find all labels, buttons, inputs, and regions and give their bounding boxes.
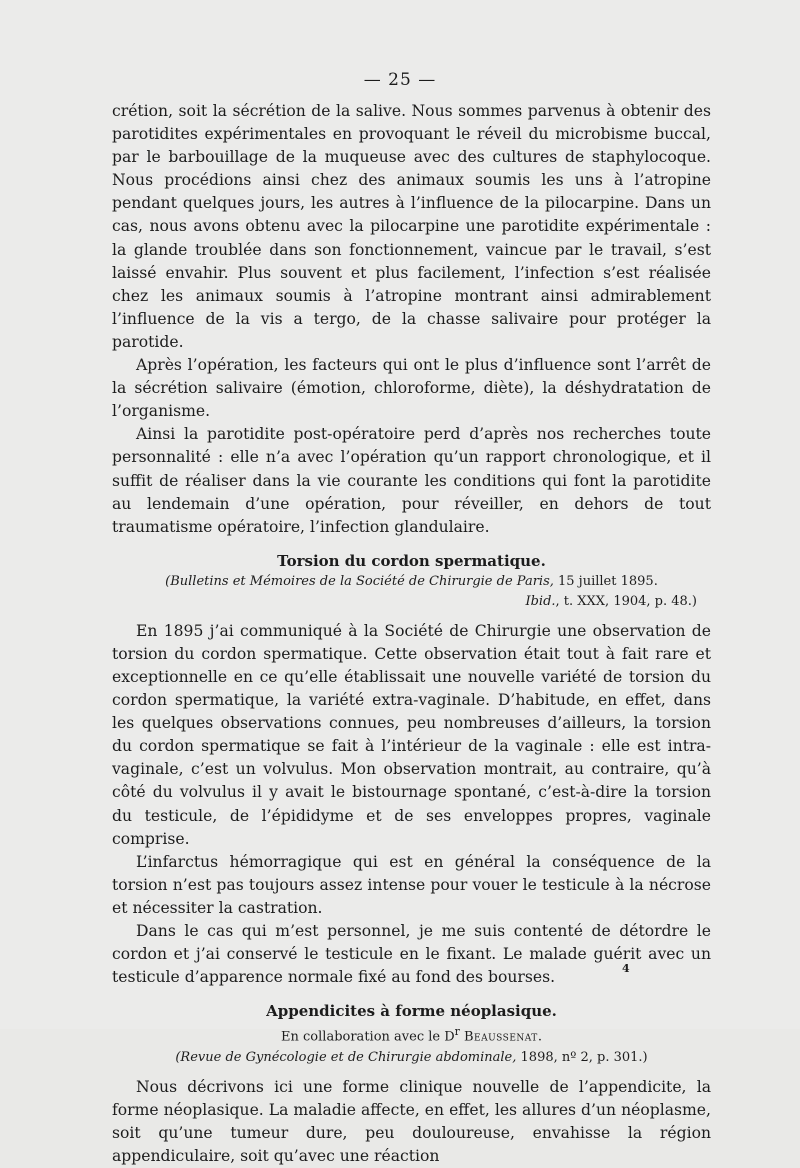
- collab-sup: r: [454, 1025, 460, 1039]
- collab-suffix: .: [537, 1029, 542, 1045]
- paragraph: crétion, soit la sécrétion de la salive. Nous sommes parvenus à obtenir des parotidites expérimentales en provoquant le réveil du microbisme buccal, par le barbouillage de la muqueuse avec des cultures de staphylocoque. Nous procédions ainsi chez des animaux soumis les uns à l’atropine pendant quelques jours, les autres à l’influence de la pilocarpine. Dans un cas, nous avons obtenu avec la pilocarpine une parotidite expérimentale : la glande troublée dans son fonctionnement, vaincue par le travail, s’est laissé envahir. Plus souvent et plus facilement, l’infection s’est réalisée chez les animaux soumis à l’atropine montrant ainsi admirablement l’influence de la vis a tergo, de la chasse salivaire pour protéger la parotide.: [112, 102, 711, 351]
- collaboration-line: [112, 1022, 711, 1047]
- reference-ibid: Ibid.: [525, 593, 556, 609]
- paragraph: En 1895 j’ai communiqué à la Société de Chirurgie une observation de torsion du cordon spermatique. Cette observation était tout à fait rare et exceptionnelle en ce qu’elle établissait une nouvelle variété de torsion du cordon spermatique, la variété extra-vaginale. D’habitude, en effet, dans les quelques observations connues, peu nombreuses d’ailleurs, la torsion du cordon spermatique se fait à l’intérieur de la vaginale : elle est intra-vaginale, c’est un volvulus. Mon observation montrait, au contraire, qu’à côté du volvulus il y avait le bistournage spontané, c’est-à-dire la torsion du testicule, de l’épididyme et de ses enveloppes propres, vaginale comprise.: [112, 621, 711, 848]
- reference-rest: 1898, nº 2, p. 301.): [516, 1049, 648, 1065]
- page-number: — 25 —: [363, 70, 437, 90]
- paragraph: L’infarctus hémorragique qui est en général la conséquence de la torsion n’est pas toujours assez intense pour vouer le testicule à la nécrose et nécessiter la castration.: [112, 852, 711, 917]
- reference-line: [112, 572, 711, 592]
- section-title: Appendicites à forme néoplasique.: [266, 1002, 557, 1021]
- paragraph: Dans le cas qui m’est personnel, je me suis contenté de détordre le cordon et j’ai conservé le testicule en le fixant. Le malade guérit avec un testicule d’apparence normale fixé au fond des bourses.: [112, 922, 711, 987]
- section-title: Torsion du cordon spermatique.: [277, 551, 546, 570]
- body-text: [112, 100, 711, 1168]
- reference-journal: (Revue de Gynécologie et de Chirurgie abdominale,: [175, 1049, 517, 1065]
- reference-line: [112, 592, 711, 612]
- collab-prefix: En collaboration avec le D: [281, 1029, 455, 1045]
- reference-journal: (Bulletins et Mémoires de la Société de Chirurgie de Paris,: [165, 573, 554, 589]
- signature-mark: 4: [622, 962, 630, 975]
- reference-volume: , t. XXX, 1904, p. 48.): [555, 593, 697, 609]
- collab-name: Beaussenat: [463, 1029, 538, 1045]
- reference-line: [112, 1048, 711, 1068]
- paragraph: Après l’opération, les facteurs qui ont le plus d’influence sont l’arrêt de la sécrétion salivaire (émotion, chloroforme, diète), la déshydratation de l’organisme.: [112, 356, 711, 421]
- paragraph: Ainsi la parotidite post-opératoire perd d’après nos recherches toute personnalité : elle n’a avec l’opération qu’un rapport chronologique, et il suffit de réaliser dans la vie courante les conditions qui font la parotidite au lendemain d’une opération, pour réveiller, en dehors de tout traumatisme opératoire, l’infection glandulaire.: [112, 425, 711, 536]
- paragraph: Nous décrivons ici une forme clinique nouvelle de l’appendicite, la forme néoplasique. La maladie affecte, en effet, les allures d’un néoplasme, soit qu’une tumeur dure, peu douloureuse, envahisse la région appendiculaire, soit qu’avec une réaction: [112, 1077, 711, 1165]
- reference-date: 15 juillet 1895.: [553, 573, 658, 589]
